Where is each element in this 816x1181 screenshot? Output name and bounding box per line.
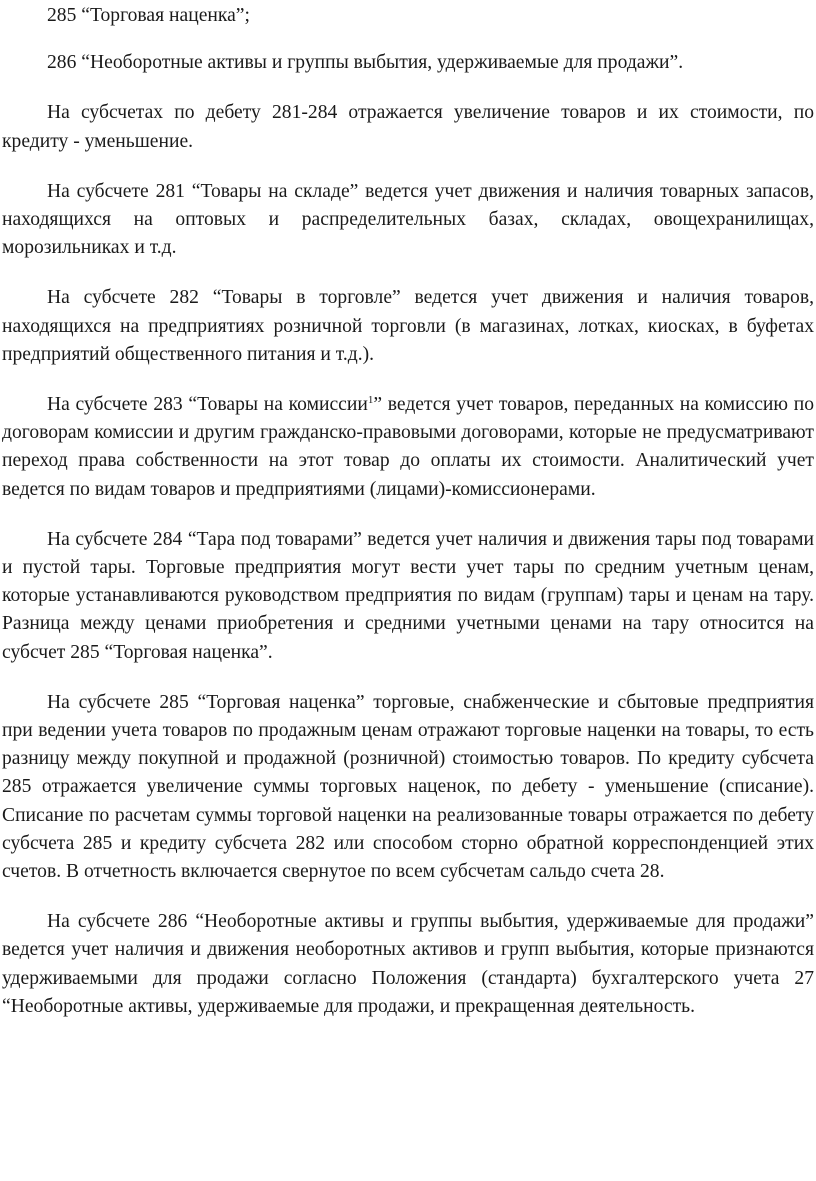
list-item-286: 286 “Необоротные активы и группы выбытия, удерживаемые для продажи”. <box>47 52 684 74</box>
paragraph-284: На субсчете 284 “Тара под товарами” ведется учет наличия и движения тары под товарами и пустой тары. Торговые предприятия могут вести учет тары по средним учетным ценам, которые устанавливаются руководством предприятия по видам (группам) тары и ценам на тару. Разница между ценами приобретения и средними учетными ценами на тару относится на субсчет 285 “Торговая наценка”. <box>2 528 814 663</box>
paragraph-283 <box>2 391 814 504</box>
paragraph-283-rest: ” ведется учет товаров, переданных на комиссию по договорам комиссии и другим гражданско-правовыми договорами, которые не предусматривают переход права собственности на этот товар до оплаты их стоимости. Аналитический учет ведется по видам товаров и предприятиями (лицами)-комиссионерами. <box>2 394 814 500</box>
paragraph-285: На субсчете 285 “Торговая наценка” торговые, снабженческие и сбытовые предприятия при ведении учета товаров по продажным ценам отражают торговые наценки на товары, то есть разницу между покупной и продажной (розничной) стоимостью товаров. По кредиту субсчета 285 отражается увеличение суммы торговых наценок, по дебету - уменьшение (списание). Списание по расчетам суммы торговой наценки на реализованные товары отражается по дебету субсчета 285 и кредиту субсчета 282 или способом сторно обратной корреспонденцией этих счетов. В отчетность включается свернутое по всем субсчетам сальдо счета 28. <box>2 691 814 883</box>
paragraph-281: На субсчете 281 “Товары на складе” ведется учет движения и наличия товарных запасов, находящихся на оптовых и распределительных базах, складах, овощехранилищах, морозильниках и т.д. <box>2 180 814 259</box>
footnote-marker: 1 <box>367 394 374 407</box>
paragraph-283-start: На субсчете 283 “Товары на комиссии <box>47 394 368 416</box>
paragraph-debit-credit: На субсчетах по дебету 281-284 отражается увеличение товаров и их стоимости, по кредиту - уменьшение. <box>2 102 814 152</box>
paragraph-286: На субсчете 286 “Необоротные активы и группы выбытия, удерживаемые для продажи” ведется учет наличия и движения необоротных активов и групп выбытия, которые признаются удерживаемыми для продажи согласно Положения (стандарта) бухгалтерского учета 27 “Необоротные активы, удерживаемые для продажи, и прекращенная деятельность. <box>2 911 814 1017</box>
list-item-285: 285 “Торговая наценка”; <box>47 5 250 26</box>
paragraph-282: На субсчете 282 “Товары в торговле” ведется учет движения и наличия товаров, находящихся на предприятиях розничной торговли (в магазинах, лотках, киосках, в буфетах предприятий общественного питания и т.д.). <box>2 287 814 365</box>
